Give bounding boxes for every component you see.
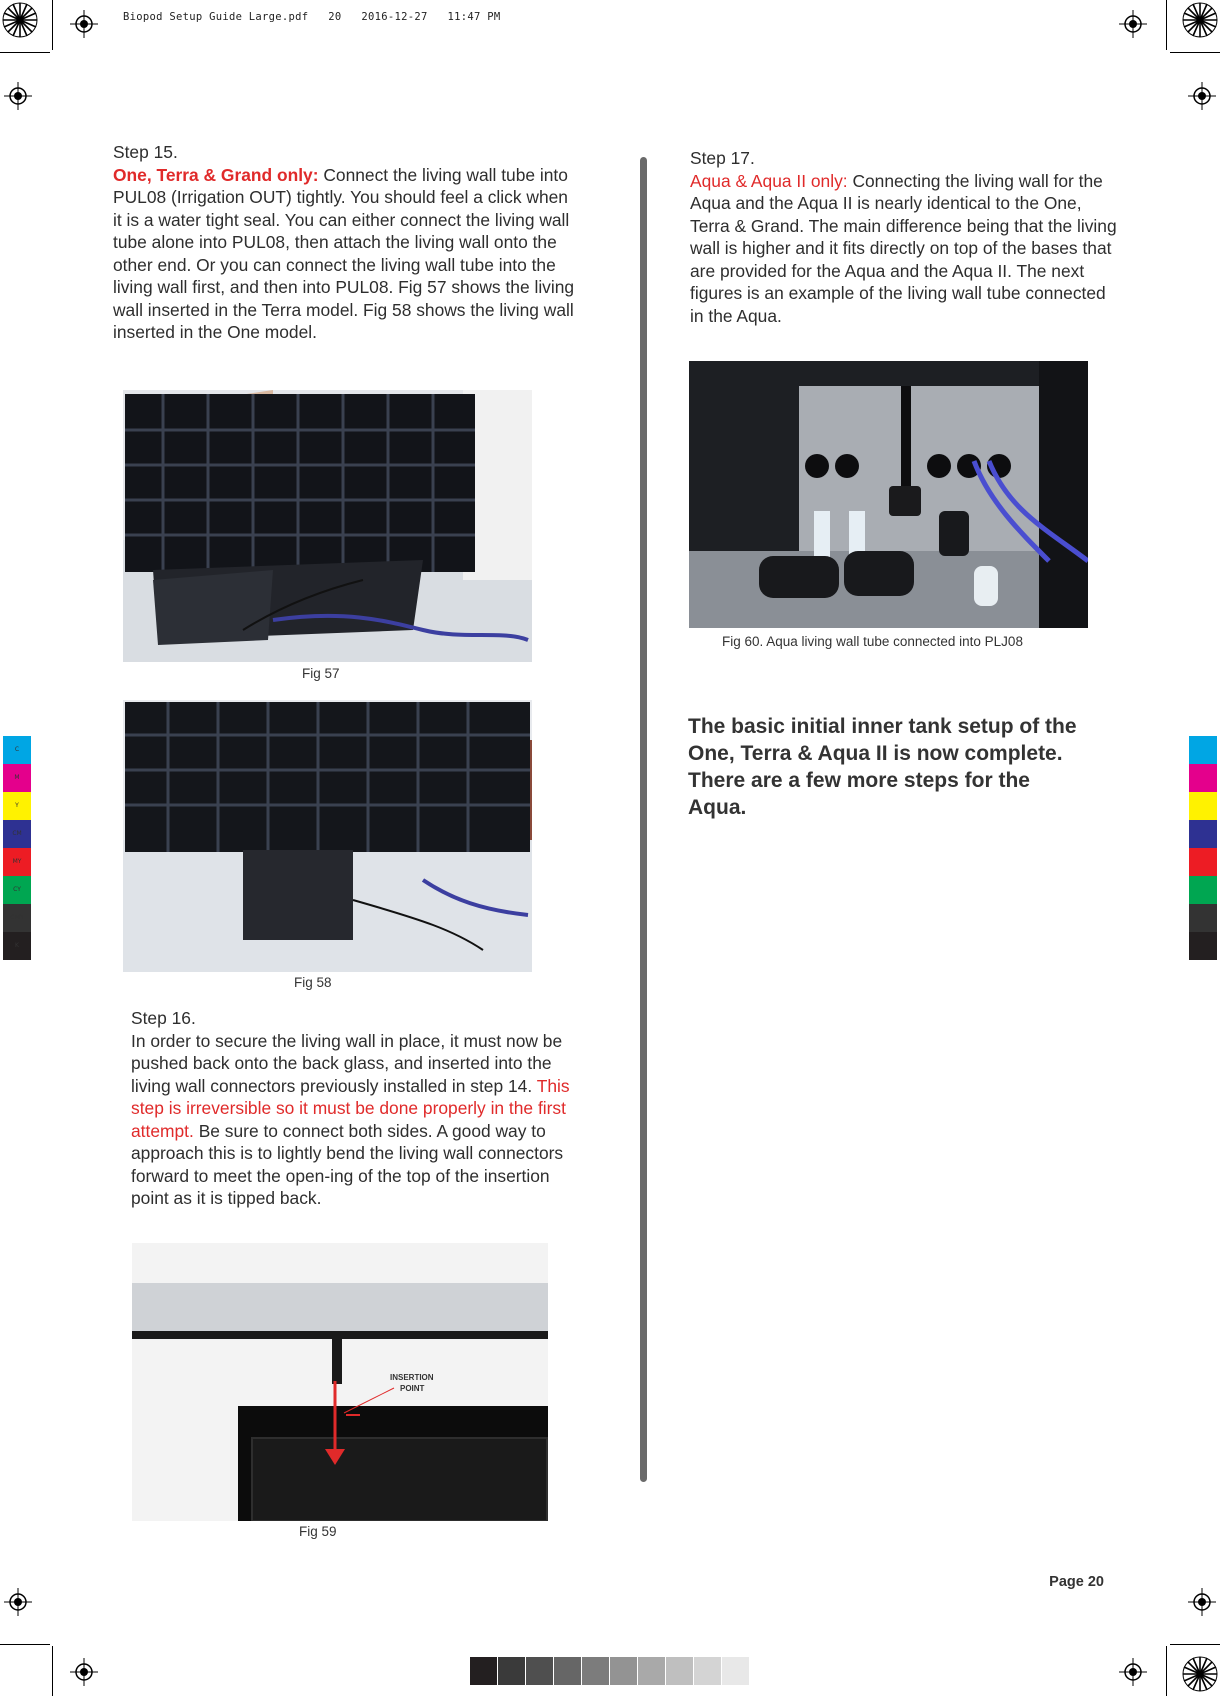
fig58-caption: Fig 58 [294,975,332,990]
color-patch [1189,764,1217,792]
step17-highlight: Aqua & Aqua II only: [690,170,848,191]
color-patch: M [3,764,31,792]
color-patch: Y [3,792,31,820]
color-patch: MY [3,848,31,876]
step15-block [113,141,581,344]
crop-mark [1166,1646,1167,1696]
fig60-caption: Fig 60. Aqua living wall tube connected into PLJ08 [722,634,1023,649]
step15-title: Step 15. [113,142,178,162]
registration-mark-icon [1119,1658,1147,1686]
page-number: Page 20 [1049,1574,1104,1590]
registration-mark-icon [70,10,98,38]
color-patch [1189,736,1217,764]
step16-block [131,1007,581,1210]
registration-mark-icon [1188,82,1216,110]
gray-step-bar [470,1657,750,1685]
gray-step [694,1657,721,1685]
crop-mark [52,1646,53,1696]
gray-step [638,1657,665,1685]
fig59-label-insertion: INSERTION [390,1373,434,1382]
registration-mark-icon [4,82,32,110]
gray-step [470,1657,497,1685]
color-patch [1189,932,1217,960]
step16-text-before: In order to secure the living wall in place, it must now be pushed back onto the back glass, and inserted into the living wall connectors previously installed in step 14. [131,1030,563,1096]
fig59-caption: Fig 59 [299,1524,337,1539]
crop-mark [1170,1644,1220,1645]
step17-body [690,170,1118,328]
step15-body [113,164,581,344]
registration-mark-icon [4,1588,32,1616]
crop-mark [1170,52,1220,53]
fig59-label-point: POINT [400,1384,425,1393]
column-divider [640,157,647,1482]
starburst-target-icon [1182,1656,1218,1692]
step16-text-after: Be sure to connect both sides. A good way to approach this is to lightly bend the living wall connectors forward to meet the open-ing of the top of the insertion point as it is tipped back. [131,1120,564,1208]
step16-title: Step 16. [131,1008,196,1028]
slug-time: 11:47 PM [447,11,501,23]
step16-body [131,1030,581,1210]
crop-mark [0,52,50,53]
fig57-caption: Fig 57 [302,666,340,681]
printer-slug [123,11,500,23]
slug-filename: Biopod Setup Guide Large.pdf [123,11,309,23]
crop-mark [1166,0,1167,50]
slug-page: 20 [328,11,342,23]
step16-highlight: This step is irreversible so it must be done properly in the first attempt. [131,1075,570,1141]
gray-step [666,1657,693,1685]
fig59-figure [132,1243,548,1521]
registration-mark-icon [1119,10,1147,38]
gray-step [610,1657,637,1685]
crop-mark [52,0,53,50]
color-patch: CM [3,820,31,848]
step17-block [690,147,1118,327]
color-patch: K [3,932,31,960]
fig57-image [123,390,532,662]
fig60-image [689,361,1088,628]
step15-text: Connect the living wall tube into PUL08 (Irrigation OUT) tightly. You should feel a click when it is a water tight seal. You can either connect the living wall tube alone into PUL08, then attach the living wall onto the other end. Or you can connect the living wall tube into the living wall first, and then into PUL08. Fig 57 shows the living wall inserted in the Terra model. Fig 58 shows the living wall inserted in the One model. [113,164,575,342]
color-bar-right [1189,736,1217,960]
step17-text: Connecting the living wall for the Aqua and the Aqua II is nearly identical to the One, Terra & Grand. The main difference being that the living wall is higher and it fits directly on top of the bases that are provided for the Aqua and the Aqua II. The next figures is an example of the living wall tube connected in the Aqua. [690,170,1117,326]
gray-step [554,1657,581,1685]
slug-date: 2016-12-27 [361,11,428,23]
color-patch: CY [3,876,31,904]
starburst-target-icon [1182,2,1218,38]
registration-mark-icon [70,1658,98,1686]
gray-step [498,1657,525,1685]
color-patch: C [3,736,31,764]
color-patch [1189,904,1217,932]
setup-summary: The basic initial inner tank setup of the One, Terra & Aqua II is now complete. There are a few more steps for the Aqua. [688,715,1077,819]
gray-step [722,1657,749,1685]
color-patch [1189,792,1217,820]
color-patch [1189,876,1217,904]
fig58-image [123,700,532,972]
registration-mark-icon [1188,1588,1216,1616]
gray-step [526,1657,553,1685]
step17-title: Step 17. [690,148,755,168]
starburst-target-icon [2,2,38,38]
step15-highlight: One, Terra & Grand only: [113,164,319,185]
color-patch [1189,820,1217,848]
crop-mark [0,1644,50,1645]
fig59-image [132,1243,548,1521]
gray-step [582,1657,609,1685]
color-patch [1189,848,1217,876]
color-patch: CMY [3,904,31,932]
color-bar-left [3,736,31,960]
